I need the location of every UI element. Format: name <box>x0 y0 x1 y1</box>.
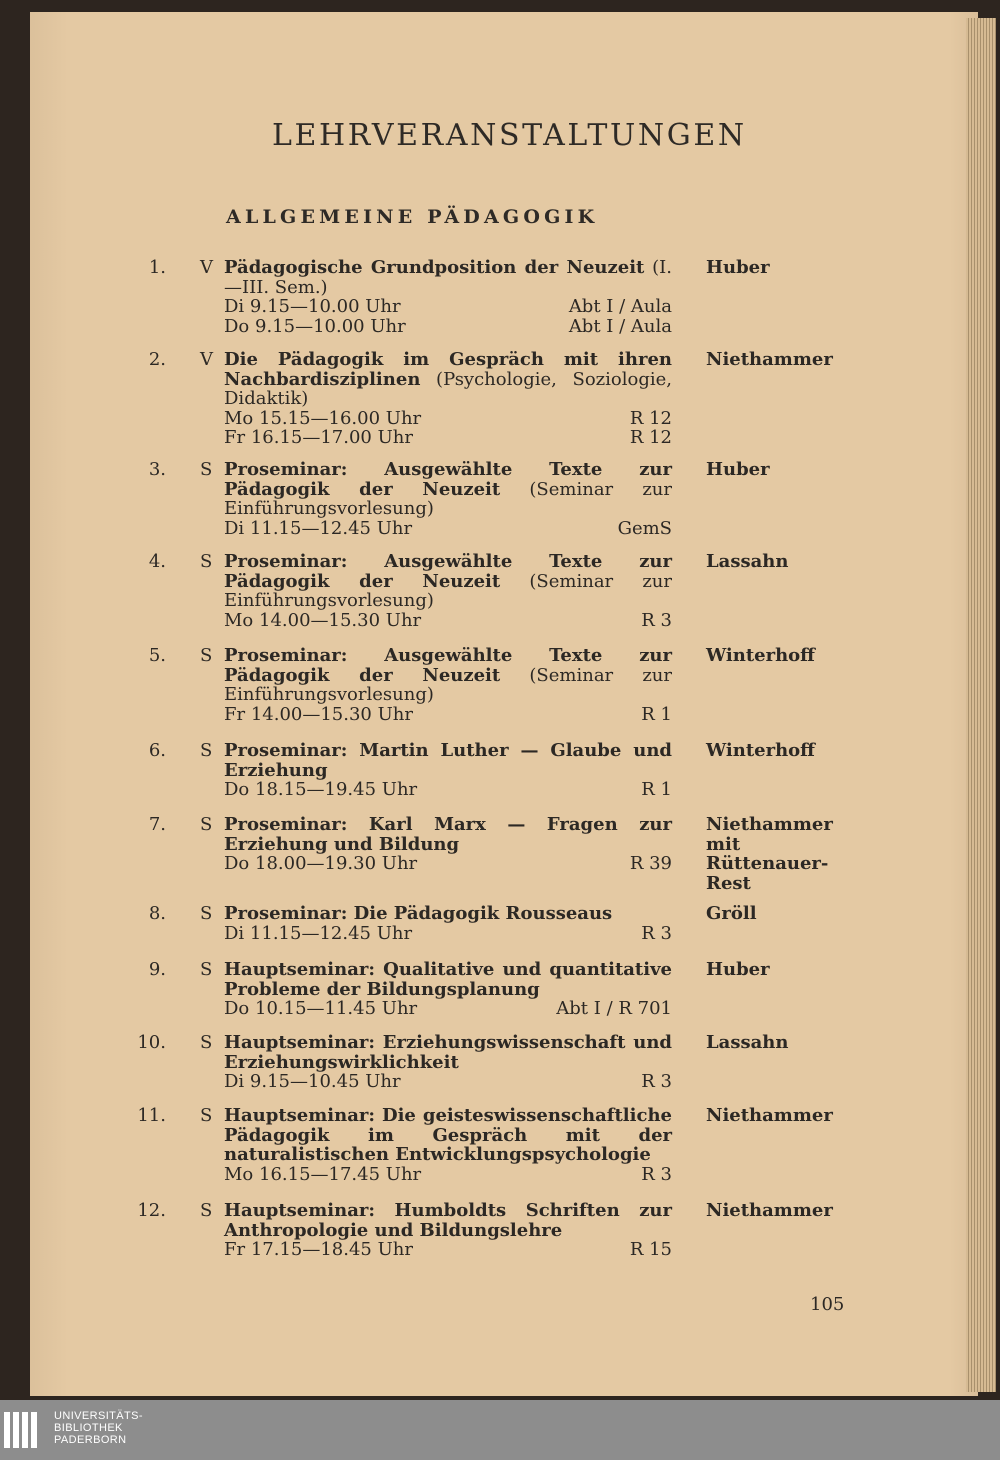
section-title: ALLGEMEINE PÄDAGOGIK <box>226 206 599 228</box>
session-row <box>224 317 672 337</box>
entry-type: S <box>200 645 213 666</box>
lecturer: Niethammer mit Rüttenauer-Rest <box>706 814 833 894</box>
entry-title-bold: Pädagogische Grundposition der Neuzeit <box>224 257 645 278</box>
entry-type: S <box>200 459 213 480</box>
lecturer: Winterhoff <box>706 740 815 761</box>
session-time: Mo 15.15—16.00 Uhr <box>224 407 422 429</box>
entry-title-bold: Hauptseminar: Humboldts Schriften zur Anthropologie und Bildungslehre <box>224 1200 672 1241</box>
session-room: R 1 <box>641 703 672 725</box>
lecturer: Niethammer <box>706 349 833 370</box>
entry-title-rest: (Seminar zur Einführungsvorlesung) <box>224 570 672 611</box>
session-room: Abt I / R 701 <box>556 998 672 1019</box>
session-room: R 3 <box>641 1163 672 1185</box>
entry-type: S <box>200 551 213 572</box>
session-room: R 1 <box>641 779 672 800</box>
session-room: R 12 <box>629 407 672 429</box>
lecturer: Winterhoff <box>706 645 815 666</box>
session-time: Mo 14.00—15.30 Uhr <box>224 609 422 631</box>
entry-title <box>224 1106 672 1165</box>
session-room: R 12 <box>629 427 672 448</box>
session-room: R 39 <box>629 853 672 874</box>
session-row <box>224 611 672 631</box>
lecturer: Niethammer <box>706 1105 833 1126</box>
entry-content <box>224 815 672 874</box>
entry-number: 8. <box>148 903 166 924</box>
session-time: Fr 16.15—17.00 Uhr <box>224 427 413 448</box>
entry-title-bold: Proseminar: Ausgewählte Texte zur Pädagogik der Neuzeit <box>224 645 672 686</box>
lecturer: Huber <box>706 459 770 480</box>
entry-content <box>224 460 672 538</box>
lecturer: Lassahn <box>706 551 789 572</box>
entry-number: 6. <box>148 740 166 761</box>
entry-content <box>224 552 672 630</box>
entry-type: S <box>200 1105 213 1126</box>
session-time: Do 10.15—11.45 Uhr <box>224 998 418 1019</box>
entry-title <box>224 258 672 297</box>
entry-number: 10. <box>137 1032 166 1053</box>
lecturer: Huber <box>706 959 770 980</box>
entry-number: 9. <box>148 959 166 980</box>
session-time: Do 18.00—19.30 Uhr <box>224 853 418 874</box>
entry-title <box>224 815 672 854</box>
entry-title-bold: Proseminar: Karl Marx — Fragen zur Erziehung und Bildung <box>224 814 672 855</box>
session-time: Di 9.15—10.00 Uhr <box>224 296 401 317</box>
session-time: Di 11.15—12.45 Uhr <box>224 922 413 944</box>
page-heading: LEHRVERANSTALTUNGEN <box>272 118 747 153</box>
entry-number: 12. <box>137 1200 166 1221</box>
entry-title-bold: Hauptseminar: Erziehungswissenschaft und Erziehungswirklichkeit <box>224 1032 672 1073</box>
entry-number: 4. <box>148 551 166 572</box>
entry-number: 1. <box>148 257 166 278</box>
lecturer: Gröll <box>706 903 757 924</box>
entry-content <box>224 350 672 448</box>
entry-type: S <box>200 1200 213 1221</box>
session-row <box>224 924 672 944</box>
session-room: R 3 <box>641 922 672 944</box>
entry-content <box>224 646 672 724</box>
session-row <box>224 999 672 1019</box>
entry-content <box>224 904 672 943</box>
entry-title <box>224 460 672 519</box>
session-row <box>224 854 672 874</box>
lecturer: Lassahn <box>706 1032 789 1053</box>
entry-title-bold: Hauptseminar: Die geisteswissenschaftliche Pädagogik im Gespräch mit der naturalistischen Entwicklungspsychologie <box>224 1105 672 1165</box>
session-time: Di 9.15—10.45 Uhr <box>224 1071 401 1092</box>
session-room: R 3 <box>641 1071 672 1092</box>
entry-number: 3. <box>148 459 166 480</box>
entry-type: S <box>200 903 213 924</box>
library-footer <box>0 1400 1000 1460</box>
session-row <box>224 705 672 725</box>
session-room: R 3 <box>641 609 672 631</box>
entry-type: S <box>200 740 213 761</box>
entry-type: V <box>200 257 213 278</box>
session-room: R 15 <box>629 1239 672 1260</box>
entry-type: S <box>200 959 213 980</box>
session-time: Do 18.15—19.45 Uhr <box>224 779 418 800</box>
session-time: Mo 16.15—17.45 Uhr <box>224 1163 422 1185</box>
entry-title <box>224 350 672 409</box>
entry-type: S <box>200 1032 213 1053</box>
entry-title-bold: Proseminar: Martin Luther — Glaube und Erziehung <box>224 740 672 781</box>
session-row <box>224 428 672 448</box>
entry-content <box>224 1106 672 1184</box>
session-row <box>224 297 672 317</box>
entry-title <box>224 552 672 611</box>
entry-type: S <box>200 814 213 835</box>
entry-number: 7. <box>148 814 166 835</box>
entry-content <box>224 960 672 1019</box>
session-room: GemS <box>617 517 672 539</box>
entry-title <box>224 741 672 780</box>
entry-title <box>224 960 672 999</box>
entry-content <box>224 258 672 336</box>
entry-title-bold: Hauptseminar: Qualitative und quantitative Probleme der Bildungsplanung <box>224 959 672 1000</box>
entry-title-bold: Proseminar: Ausgewählte Texte zur Pädagogik der Neuzeit <box>224 551 672 592</box>
session-time: Di 11.15—12.45 Uhr <box>224 517 413 539</box>
lecturer: Niethammer <box>706 1200 833 1221</box>
entry-number: 2. <box>148 349 166 370</box>
lecturer: Huber <box>706 257 770 278</box>
entry-title <box>224 1033 672 1072</box>
entry-title-rest: (Seminar zur Einführungsvorlesung) <box>224 478 672 519</box>
entry-title-rest: (I.—III. Sem.) <box>224 257 672 298</box>
entry-content <box>224 1201 672 1260</box>
entry-type: V <box>200 349 213 370</box>
page-edges <box>966 18 996 1392</box>
session-row <box>224 1240 672 1260</box>
entry-title <box>224 1201 672 1240</box>
session-room: Abt I / Aula <box>568 315 672 337</box>
session-row <box>224 780 672 800</box>
entry-title <box>224 646 672 705</box>
entry-number: 5. <box>148 645 166 666</box>
session-row <box>224 1072 672 1092</box>
entry-title <box>224 904 672 924</box>
library-name: UNIVERSITÄTS- BIBLIOTHEK PADERBORN <box>54 1410 143 1446</box>
entry-title-rest: (Psychologie, Soziologie, Didaktik) <box>224 368 672 409</box>
session-row <box>224 519 672 539</box>
library-logo-icon <box>4 1412 40 1448</box>
entry-title-bold: Proseminar: Die Pädagogik Rousseaus <box>224 903 613 924</box>
session-row <box>224 409 672 429</box>
session-time: Do 9.15—10.00 Uhr <box>224 315 406 337</box>
entry-title-rest: (Seminar zur Einführungsvorlesung) <box>224 664 672 705</box>
entry-number: 11. <box>137 1105 166 1126</box>
session-row <box>224 1165 672 1185</box>
session-room: Abt I / Aula <box>568 296 672 317</box>
entry-title-bold: Proseminar: Ausgewählte Texte zur Pädagogik der Neuzeit <box>224 459 672 500</box>
entry-content <box>224 1033 672 1092</box>
page-number: 105 <box>810 1294 845 1315</box>
entry-content <box>224 741 672 800</box>
session-time: Fr 14.00—15.30 Uhr <box>224 703 413 725</box>
session-time: Fr 17.15—18.45 Uhr <box>224 1239 413 1260</box>
entry-title-bold: Die Pädagogik im Gespräch mit ihren Nachbardisziplinen <box>224 349 672 390</box>
